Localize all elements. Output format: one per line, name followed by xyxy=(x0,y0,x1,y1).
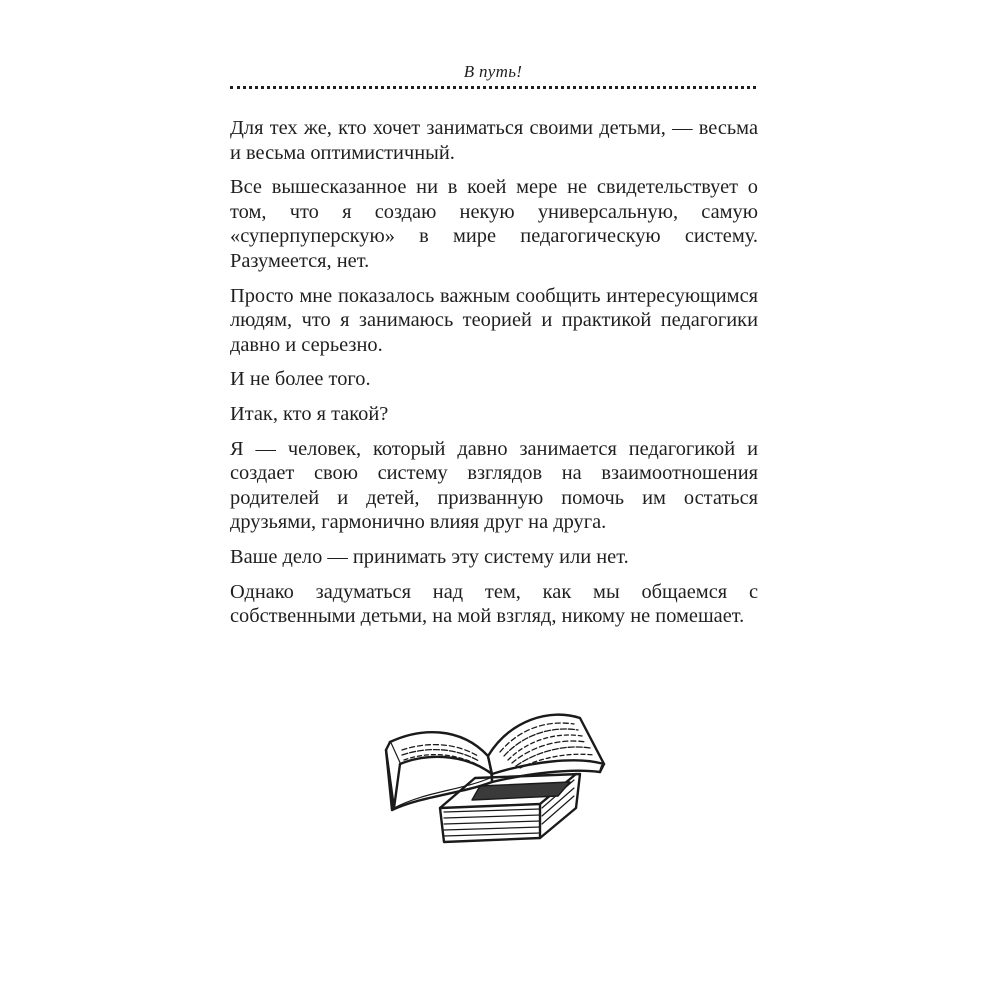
paragraph: Итак, кто я такой? xyxy=(230,402,389,425)
paragraph: Я — человек, который давно занимается педагогикой и создает свою систему взглядов на взаимоотношения родителей и детей, призванную помочь им остаться друзьями, гармонично влияя друг на друга. xyxy=(230,437,758,534)
paragraph: И не более того. xyxy=(230,368,371,391)
dotted-header-rule xyxy=(230,86,756,89)
paragraph: Просто мне показалось важным сообщить интересующимся людям, что я занимаюсь теорией и практикой педагогики давно и серьезно. xyxy=(230,284,758,356)
open-book-on-closed-book-icon xyxy=(380,690,610,850)
paragraph: Однако задуматься над тем, как мы общаемся с собственными детьми, на мой взгляд, никому не помешает. xyxy=(230,580,758,628)
body-text xyxy=(230,116,758,639)
running-head-title: В путь! xyxy=(463,62,523,81)
paragraph: Все вышесказанное ни в коей мере не свидетельствует о том, что я создаю некую универсальную, самую «суперпуперскую» в мире педагогическую систему. Разумеется, нет. xyxy=(230,176,758,272)
paragraph: Ваше дело — принимать эту систему или нет. xyxy=(230,545,629,568)
paragraph: Для тех же, кто хочет заниматься своими детьми, — весьма и весьма оптимистичный. xyxy=(230,117,758,164)
